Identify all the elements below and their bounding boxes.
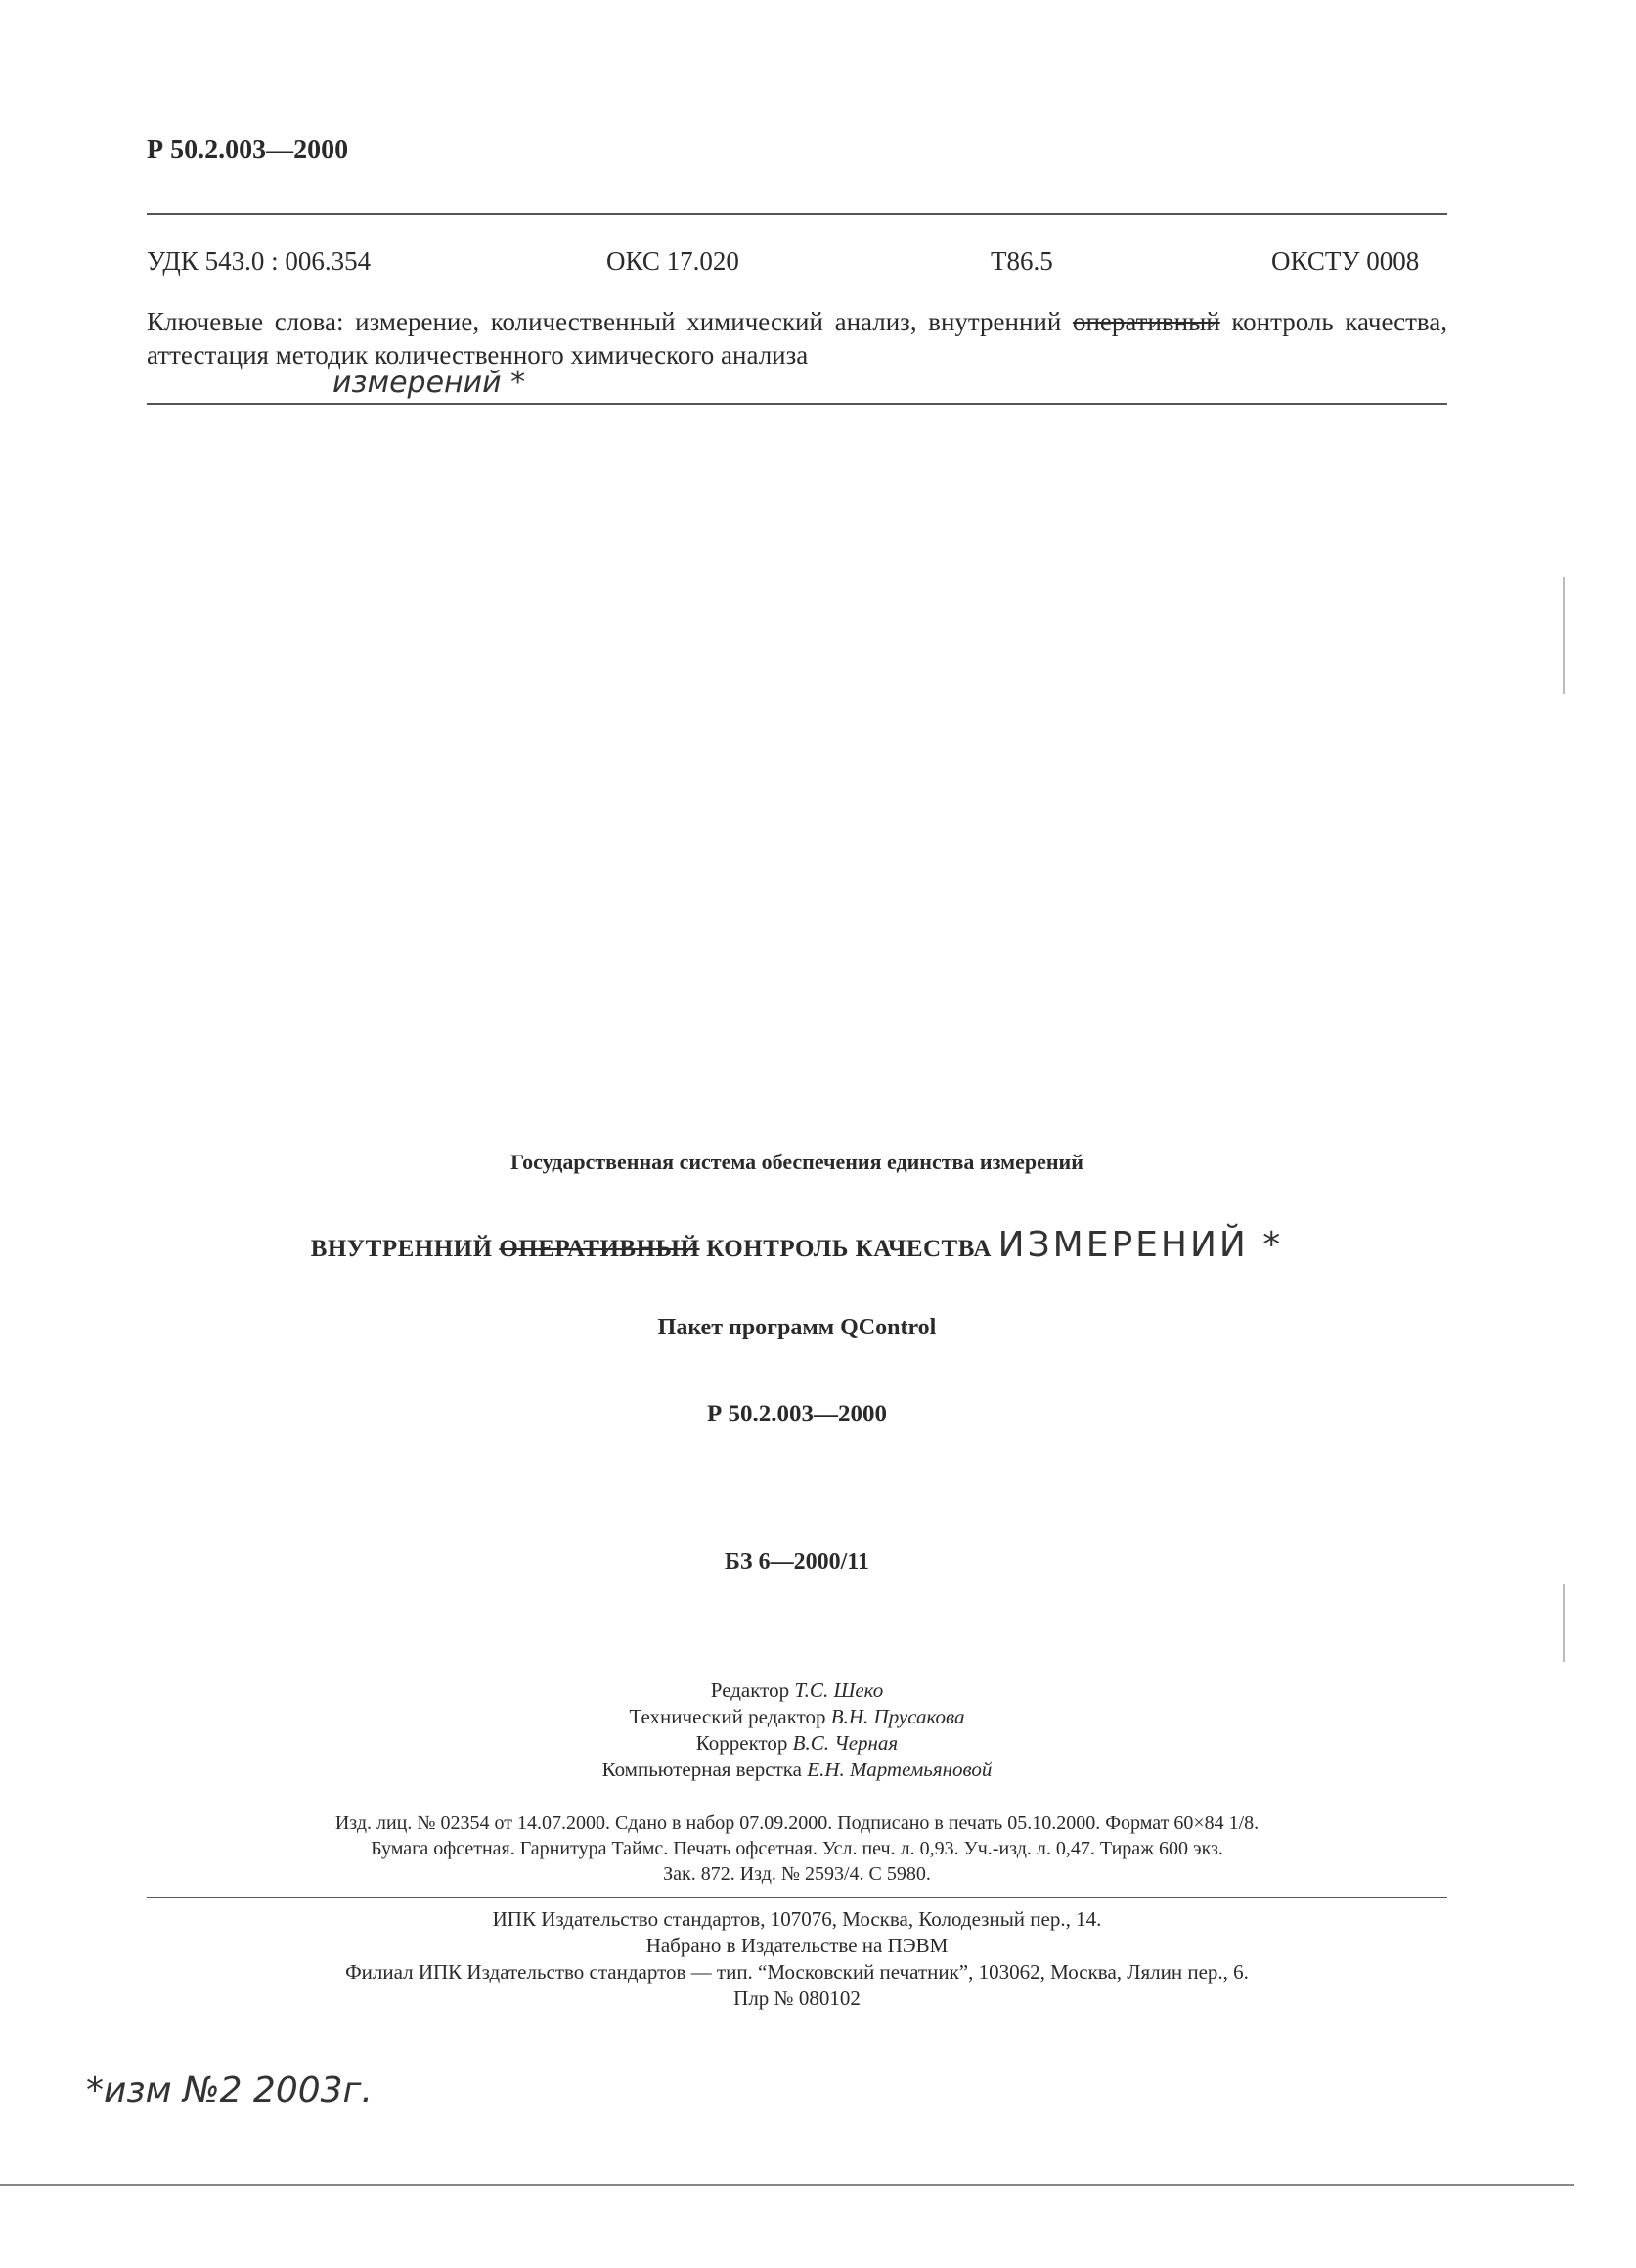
bz-code: БЗ 6—2000/11 bbox=[725, 1549, 869, 1575]
publisher-line: Филиал ИПК Издательство стандартов — тип. “Московский печатник”, 103062, Москва, Лялин пер., 6. bbox=[345, 1960, 1249, 1984]
credit-name: Т.С. Шеко bbox=[794, 1679, 884, 1702]
print-info-line: Изд. лиц. № 02354 от 14.07.2000. Сдано в набор 07.09.2000. Подписано в печать 05.10.2000. Формат 60×84 1/8. bbox=[334, 1812, 1260, 1834]
credits-list bbox=[147, 1678, 1447, 1783]
print-info-line: Зак. 872. Изд. № 2593/4. С 5980. bbox=[663, 1863, 931, 1885]
scan-artifact bbox=[1563, 577, 1565, 694]
document-code-title: Р 50.2.003—2000 bbox=[706, 1401, 888, 1427]
subtitle: Пакет программ QControl bbox=[657, 1315, 937, 1340]
credit-role: Редактор bbox=[710, 1679, 790, 1702]
publisher-info bbox=[147, 1906, 1447, 2012]
udk-code: УДК 543.0 : 006.354 bbox=[147, 246, 372, 276]
divider bbox=[147, 1897, 1447, 1898]
oks-code: ОКС 17.020 bbox=[606, 246, 739, 276]
publisher-line: ИПК Издательство стандартов, 107076, Москва, Колодезный пер., 14. bbox=[492, 1907, 1102, 1931]
keywords-paragraph bbox=[147, 305, 1447, 371]
keywords-text-after: контроль качества, аттестация методик количественного химического анализа bbox=[147, 307, 1448, 370]
main-title-handwritten: ИЗМЕРЕНИЙ * bbox=[997, 1225, 1284, 1265]
print-info bbox=[147, 1810, 1447, 1887]
credit-role: Корректор bbox=[695, 1731, 788, 1755]
credit-row bbox=[147, 1678, 1447, 1704]
divider bbox=[147, 213, 1447, 215]
main-title bbox=[147, 1225, 1447, 1265]
credit-name: В.С. Черная bbox=[792, 1731, 899, 1755]
credit-row bbox=[147, 1730, 1447, 1757]
publisher-line: Плр № 080102 bbox=[733, 1986, 861, 2010]
handwritten-amendment-note: *изм №2 2003г. bbox=[86, 2071, 373, 2111]
publisher-line: Набрано в Издательстве на ПЭВМ bbox=[645, 1934, 949, 1957]
keywords-text-before: Ключевые слова: измерение, количественный химический анализ, внутренний bbox=[147, 307, 1062, 336]
divider bbox=[147, 403, 1447, 405]
keywords-handwritten-insert: измерений * bbox=[332, 366, 526, 400]
credit-role: Технический редактор bbox=[629, 1705, 826, 1728]
credit-name: Е.Н. Мартемьяновой bbox=[807, 1758, 993, 1781]
t-code: Т86.5 bbox=[991, 246, 1053, 276]
print-info-line: Бумага офсетная. Гарнитура Таймс. Печать офсетная. Усл. печ. л. 0,93. Уч.-изд. л. 0,47. Тираж 600 экз. bbox=[371, 1838, 1223, 1859]
main-title-struck: ОПЕРАТИВНЫЙ bbox=[499, 1236, 700, 1262]
credit-name: В.Н. Прусакова bbox=[830, 1705, 965, 1728]
credit-role: Компьютерная верстка bbox=[601, 1758, 802, 1781]
okstu-code: ОКСТУ 0008 bbox=[1271, 246, 1420, 276]
credit-row bbox=[147, 1757, 1447, 1783]
scan-artifact bbox=[1563, 1584, 1565, 1662]
keywords-struck-word: оперативный bbox=[1072, 307, 1220, 336]
main-title-start: ВНУТРЕННИЙ bbox=[310, 1236, 493, 1262]
system-title: Государственная система обеспечения единства измерений bbox=[510, 1150, 1083, 1174]
page-edge-line bbox=[0, 2184, 1574, 2186]
credit-row bbox=[147, 1704, 1447, 1730]
document-code-header: Р 50.2.003—2000 bbox=[147, 135, 349, 165]
main-title-end: КОНТРОЛЬ КАЧЕСТВА bbox=[706, 1236, 992, 1262]
